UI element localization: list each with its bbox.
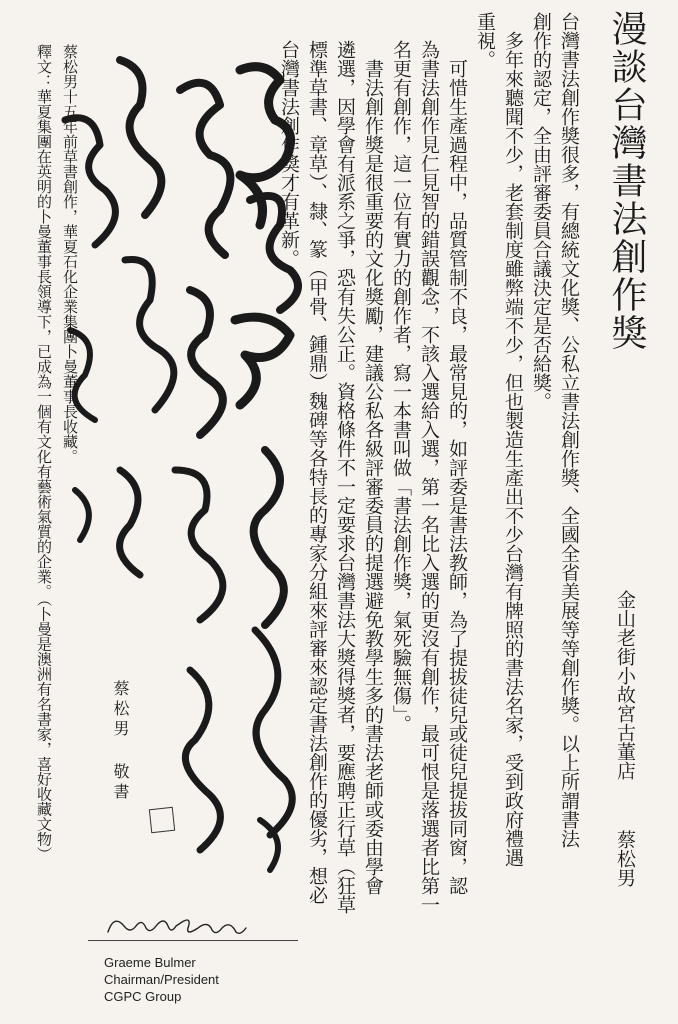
signature-line	[88, 940, 298, 941]
calligraphy-caption: 蔡松男十五年前草書創作，華夏石化企業集團卜曼董事長收藏。	[61, 44, 79, 464]
article-column: 創作的認定，全由評審委員合議決定是否給獎。	[530, 12, 552, 411]
article-column: 名更有創作，這一位有實力的創作者，寫一本書叫做「書法創作獎，氣死驗無傷」。	[390, 40, 412, 734]
collector-info	[104, 954, 219, 1005]
collector-company: CGPC Group	[104, 989, 182, 1004]
collector-signature	[102, 910, 282, 942]
calligraphy-artwork	[50, 30, 320, 960]
byline-author-wrap	[615, 830, 634, 887]
article-column: 標準草書、章草）、隸、篆（甲骨、鍾鼎）魏碑等各特長的專家分組來評審來認定書法創作的優劣，想必	[306, 40, 328, 905]
article-column: 台灣書法創作獎很多，有總統文化獎、公私立書法創作獎、全國全省美展等等創作獎。以上所謂書法	[558, 12, 580, 848]
calligraphy-strokes	[50, 30, 320, 960]
calligraphy-inscription: 蔡松男 敬書	[111, 680, 130, 803]
artist-seal	[149, 807, 175, 833]
calligraphy-transcription: 釋文：華夏集團在英明的卜曼董事長領導下，已成為一個有文化有藝術氣質的企業。（卜曼是澳洲有名書家，喜好收藏文物）	[35, 44, 53, 862]
article-column: 可惜生產過程中，品質管制不良，最常見的，如評委是書法教師，為了提拔徒兒或徒兒提拔同窗，認	[446, 40, 468, 895]
collector-name: Graeme Bulmer	[104, 955, 196, 970]
article-column: 多年來聽聞不少，老套制度雖弊端不少，但也製造生產出不少台灣有牌照的書法名家，受到政府禮遇	[502, 12, 524, 867]
article-column: 台灣書法創作獎才有革新。	[278, 40, 300, 268]
byline-author: 蔡松男	[614, 830, 636, 887]
byline	[615, 590, 634, 800]
article-title: 漫談台灣書法創作獎	[606, 10, 647, 352]
collector-role: Chairman/President	[104, 972, 219, 987]
article-column: 為書法創作見仁見智的錯誤觀念，不該入選給入選，第一名比入選的更沒有創作，最可恨是落選者比第一	[418, 40, 440, 914]
article-column: 重視。	[474, 12, 496, 69]
article-column: 遴選，因學會有派系之爭，恐有失公正。資格條件不一定要求台灣書法大獎得獎者，要應聘正行草（狂草	[334, 40, 356, 914]
article-column: 書法創作獎是很重要的文化獎勵，建議公私各級評審委員的提選避免教學生多的書法老師或委由學會	[362, 40, 384, 895]
byline-shop: 金山老街小故宮古董店	[614, 590, 636, 780]
